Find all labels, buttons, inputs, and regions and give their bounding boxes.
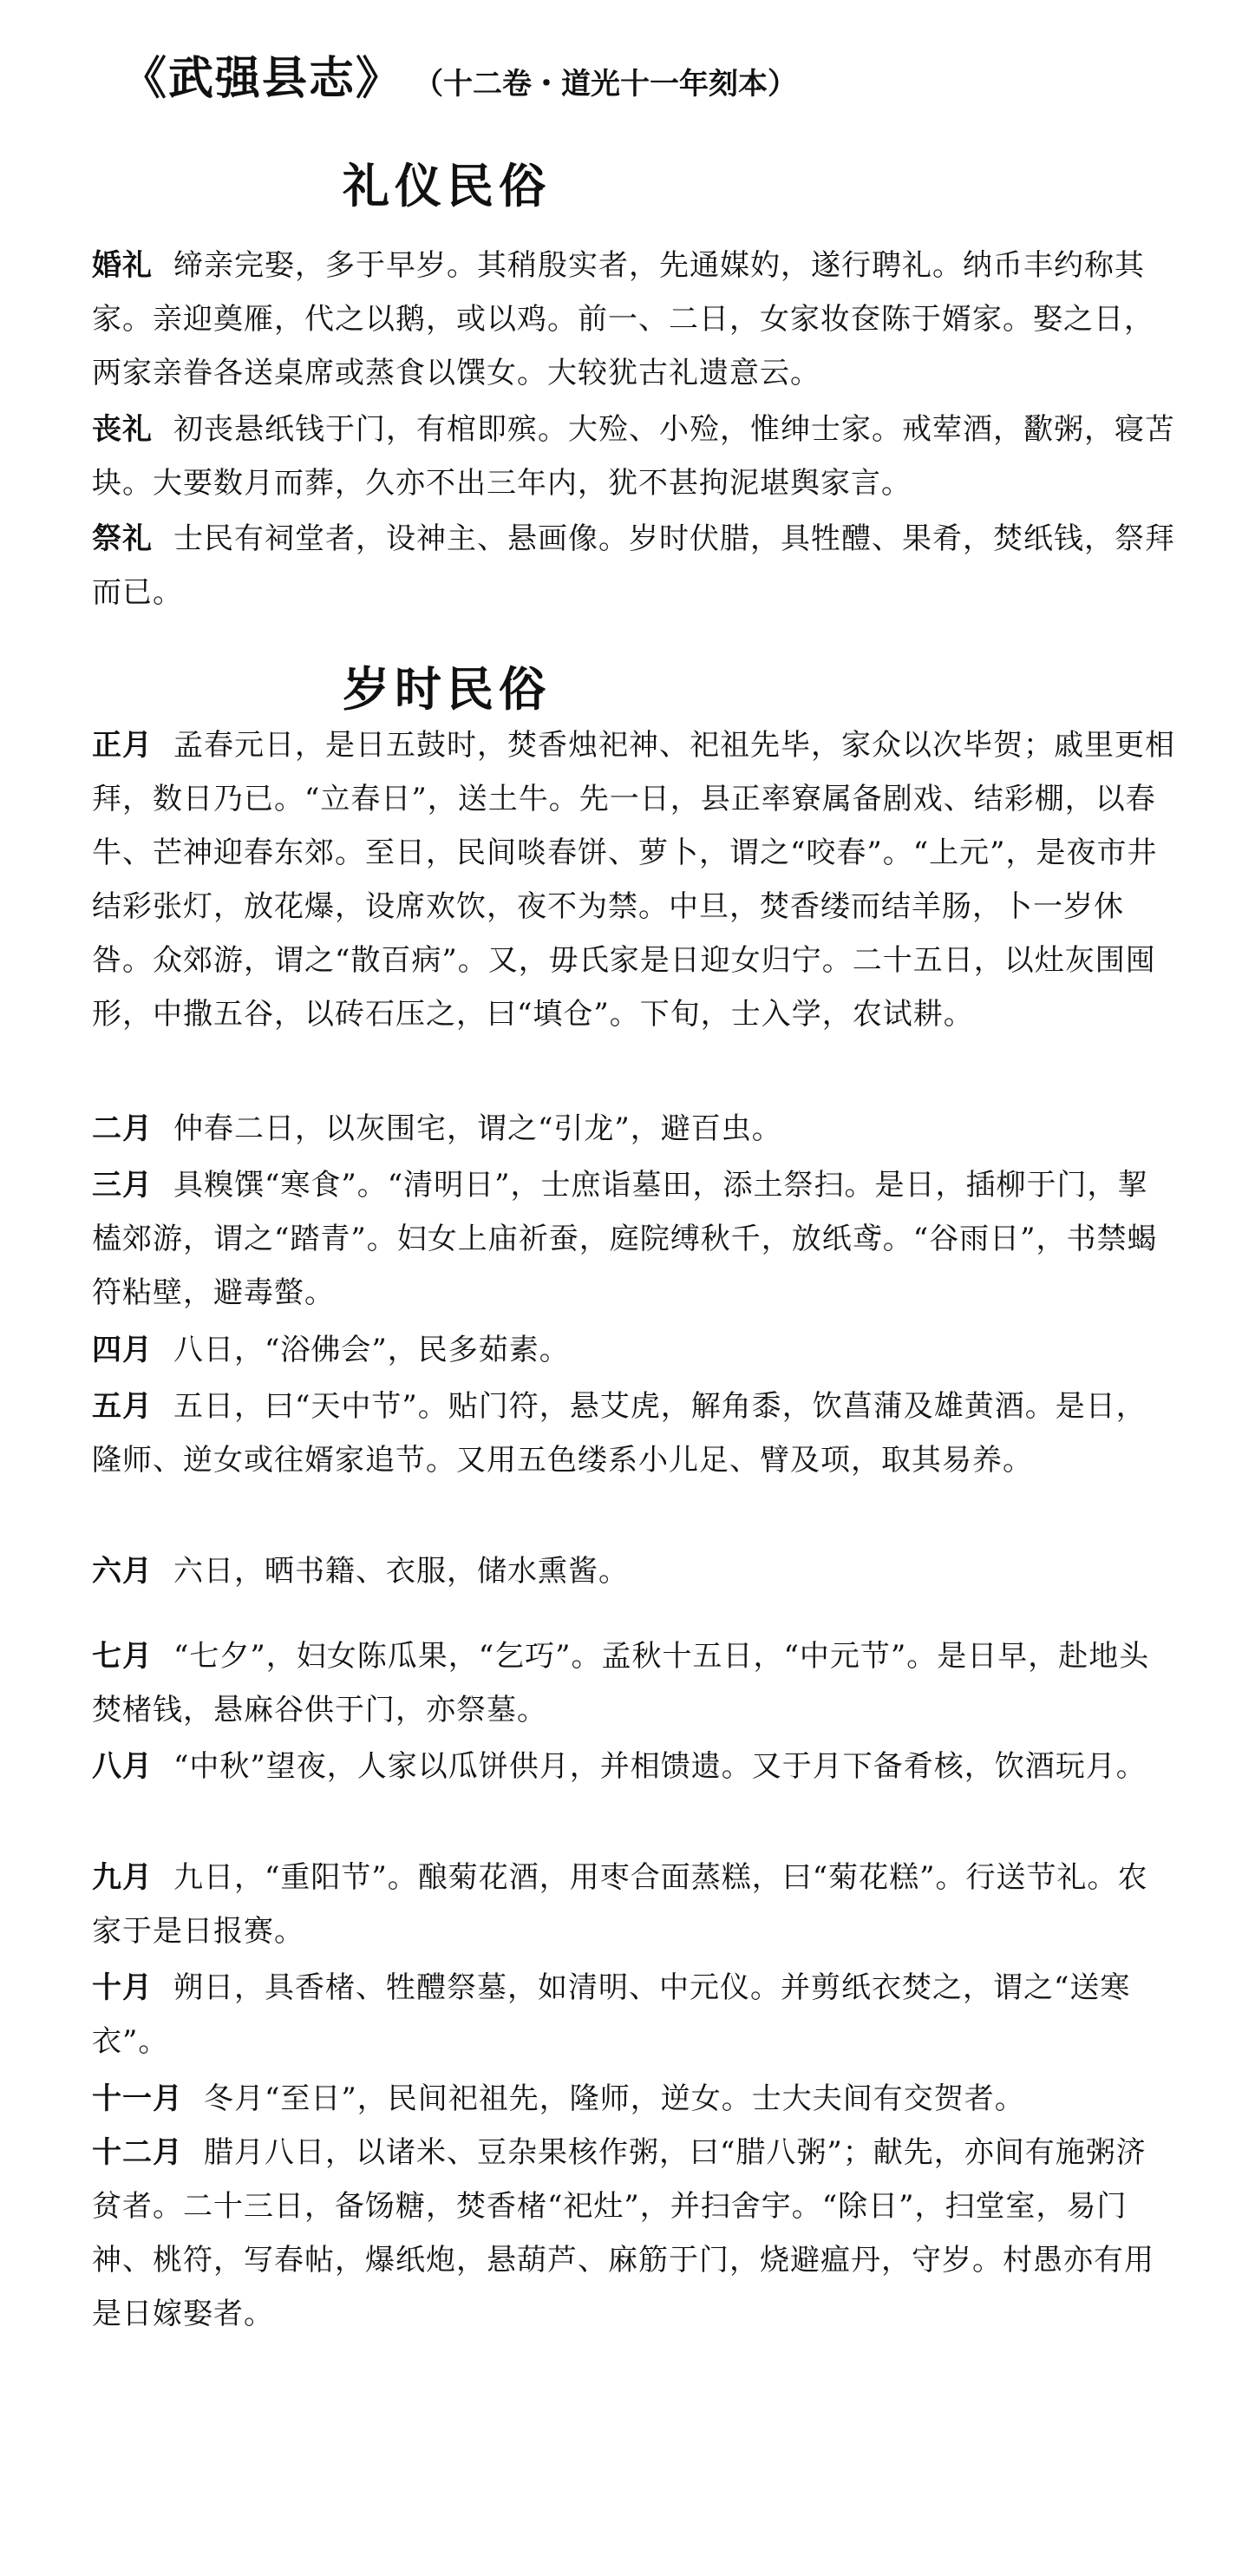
entry-label: 十月	[92, 1970, 153, 2005]
entry-label: 三月	[92, 1168, 153, 1203]
entry-label: 十一月	[92, 2081, 183, 2116]
entry-label: 十二月	[92, 2135, 183, 2170]
entry-month-12	[92, 2126, 1176, 2341]
entry-text: 朔日，具香楮、牲醴祭墓，如清明、中元仪。并剪纸衣焚之，谓之“送寒衣”。	[92, 1970, 1131, 2059]
entry-text: 初丧悬纸钱于门，有棺即殡。大殓、小殓，惟绅士家。戒荤酒，歠粥，寝苫块。大要数月而葬，久亦不出三年内，犹不甚拘泥堪舆家言。	[92, 412, 1175, 501]
entry-text: 士民有祠堂者，设神主、悬画像。岁时伏腊，具牲醴、果肴，焚纸钱，祭拜而已。	[92, 521, 1175, 610]
entry-month-2	[92, 1102, 1176, 1156]
entry-text: “七夕”，妇女陈瓜果，“乞巧”。孟秋十五日，“中元节”。是日早，赴地头焚楮钱，悬麻谷供于门，亦祭墓。	[92, 1639, 1150, 1727]
entry-text: 冬月“至日”，民间祀祖先，隆师，逆女。士大夫间有交贺者。	[204, 2081, 1025, 2116]
entry-month-5	[92, 1380, 1176, 1487]
title-row	[121, 42, 797, 107]
entry-label: 婚礼	[92, 248, 153, 283]
entry-text: 孟春元日，是日五鼓时，焚香烛祀神、祀祖先毕，家众以次毕贺；戚里更相拜，数日乃已。“立春日”，送土牛。先一日，县正率寮属备剧戏、结彩棚，以春牛、芒神迎春东郊。至日，民间啖春饼、萝卜，谓之“咬春”。“上元”，是夜市井结彩张灯，放花爆，设席欢饮，夜不为禁。中旦，焚香缕而结羊肠，卜一岁休咎。众郊游，谓之“散百病”。又，毋氏家是日迎女归宁。二十五日，以灶灰围囤形，中撒五谷，以砖石压之，曰“填仓”。下旬，士入学，农试耕。	[92, 728, 1175, 1032]
entry-month-10	[92, 1961, 1176, 2068]
entry-text: 五日，曰“天中节”。贴门符，悬艾虎，解角黍，饮菖蒲及雄黄酒。是日，隆师、逆女或往婿家追节。又用五色缕系小儿足、臂及项，取其易养。	[92, 1389, 1147, 1478]
section-heading-rites: 礼仪民俗	[343, 158, 551, 213]
entry-label: 五月	[92, 1389, 153, 1424]
entry-month-3	[92, 1158, 1176, 1320]
entry-text: “中秋”望夜，人家以瓜饼供月，并相馈遗。又于月下备肴核，饮酒玩月。	[173, 1749, 1147, 1784]
entry-month-6	[92, 1544, 1176, 1598]
book-title: 《武强县志》	[121, 52, 403, 105]
entry-label: 七月	[92, 1639, 153, 1674]
entry-month-8	[92, 1740, 1176, 1793]
entry-label: 二月	[92, 1111, 153, 1146]
entry-month-11	[92, 2072, 1176, 2126]
book-subtitle: （十二卷・道光十一年刻本）	[428, 67, 798, 102]
entry-label: 四月	[92, 1333, 153, 1367]
entry-text: 六日，晒书籍、衣服，储水熏酱。	[173, 1554, 629, 1589]
entry-label: 六月	[92, 1554, 153, 1589]
entry-month-1	[92, 718, 1176, 1041]
section-heading-seasonal: 岁时民俗	[343, 661, 551, 717]
entry-text: 缔亲完娶，多于早岁。其稍殷实者，先通媒妁，遂行聘礼。纳币丰约称其家。亲迎奠雁，代之以鹅，或以鸡。前一、二日，女家妆奁陈于婿家。娶之日，两家亲眷各送桌席或蒸食以馔女。大较犹古礼遗意云。	[92, 248, 1154, 390]
entry-month-7	[92, 1629, 1176, 1737]
entry-sacrifice-rite	[92, 512, 1176, 619]
entry-label: 九月	[92, 1860, 153, 1895]
entry-month-9	[92, 1851, 1176, 1958]
entry-text: 八日，“浴佛会”，民多茹素。	[173, 1333, 570, 1367]
entry-label: 丧礼	[92, 412, 153, 447]
entry-wedding-rite	[92, 239, 1176, 400]
entry-text: 腊月八日，以诸米、豆杂果核作粥，曰“腊八粥”；献先，亦间有施粥济贫者。二十三日，备饧糖，焚香楮“祀灶”，并扫舍宇。“除日”，扫堂室，易门神、桃符，写春帖，爆纸炮，悬葫芦、麻筋于门，烧避瘟丹，守岁。村愚亦有用是日嫁娶者。	[92, 2135, 1154, 2331]
entry-month-4	[92, 1323, 1176, 1377]
entry-funeral-rite	[92, 403, 1176, 510]
entry-label: 正月	[92, 728, 153, 763]
entry-label: 祭礼	[92, 521, 153, 556]
entry-text: 仲春二日，以灰围宅，谓之“引龙”，避百虫。	[173, 1111, 782, 1146]
entry-text: 具糗馔“寒食”。“清明日”，士庶诣墓田，添土祭扫。是日，插柳于门，挈榼郊游，谓之“踏青”。妇女上庙祈蚕，庭院缚秋千，放纸鸢。“谷雨日”，书禁蝎符粘壁，避毒螫。	[92, 1168, 1158, 1310]
entry-label: 八月	[92, 1749, 153, 1784]
entry-text: 九日，“重阳节”。酿菊花酒，用枣合面蒸糕，曰“菊花糕”。行送节礼。农家于是日报赛。	[92, 1860, 1148, 1949]
